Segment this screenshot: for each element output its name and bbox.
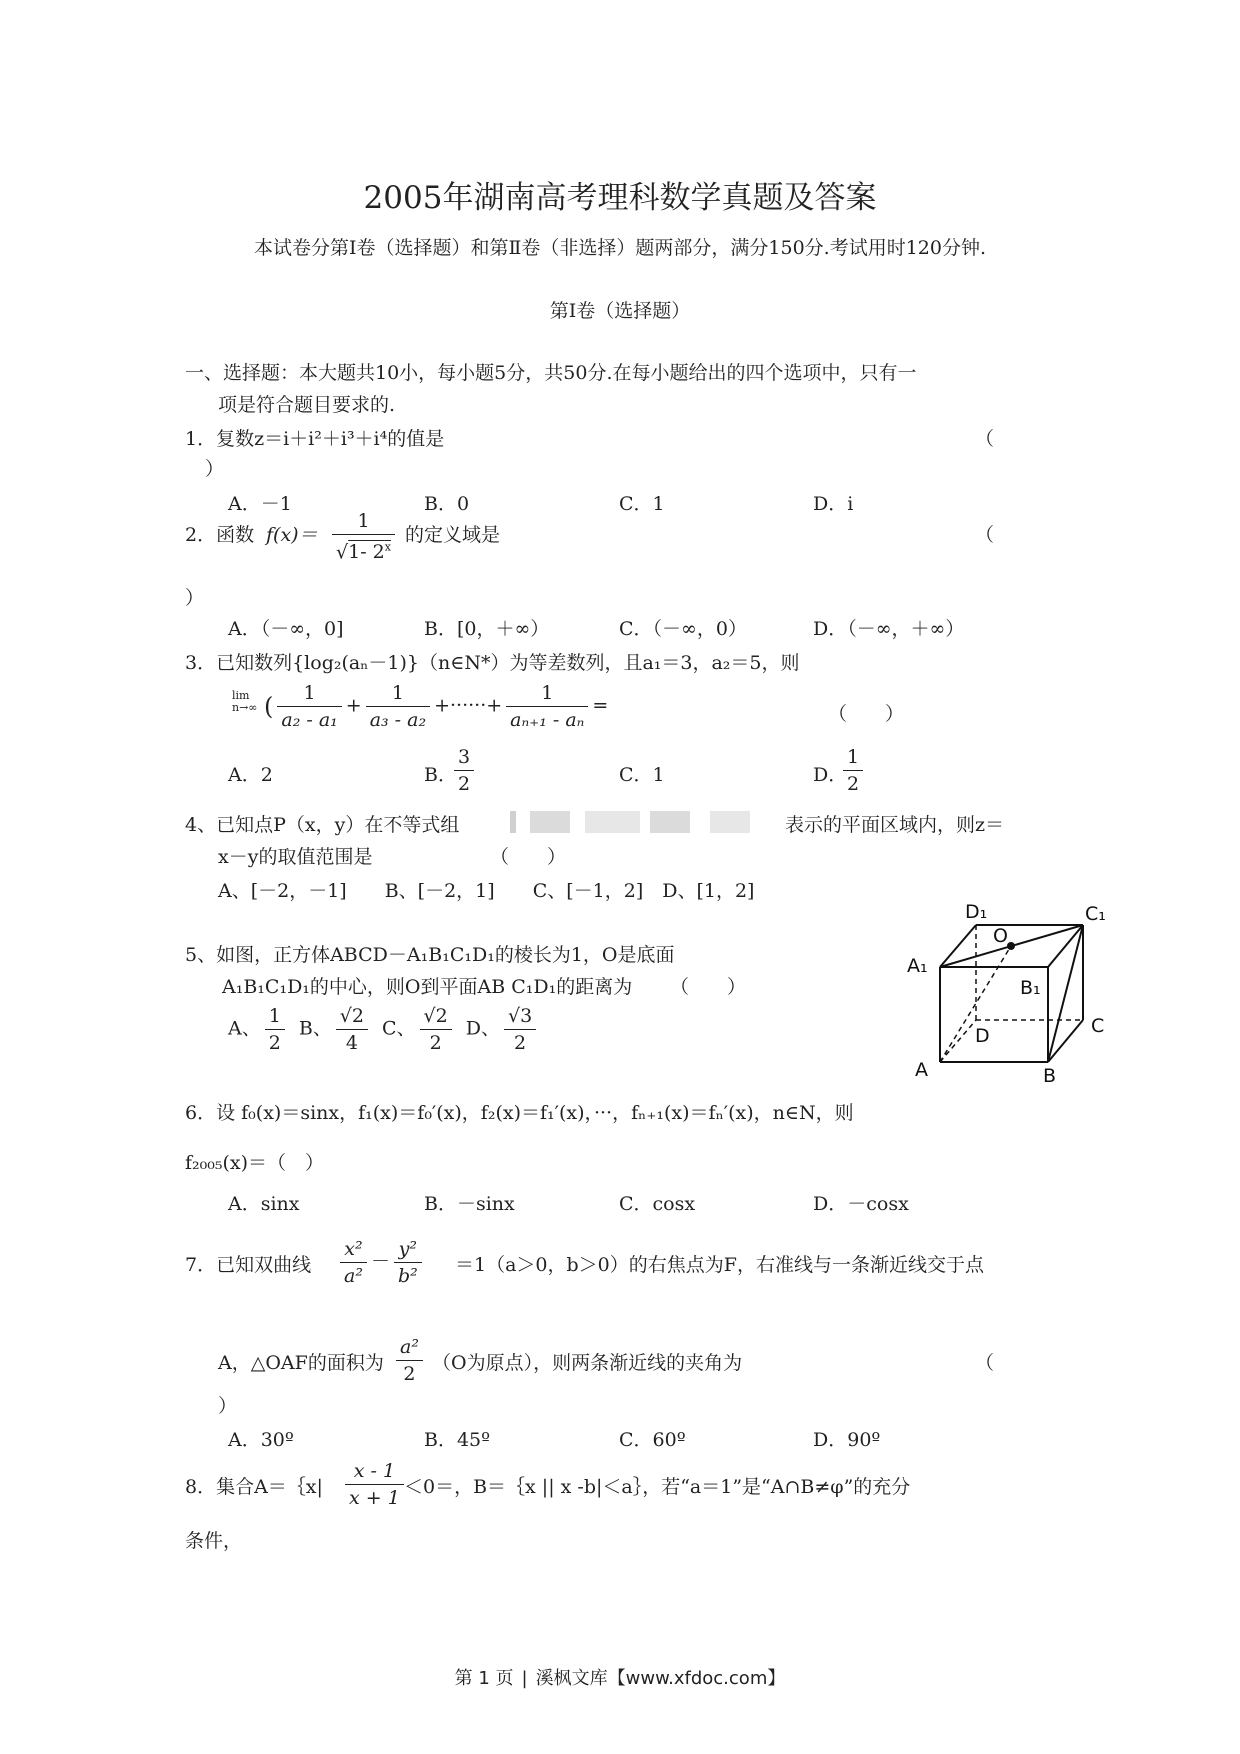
q7-x-num: x² (340, 1236, 367, 1263)
q3-limit (232, 690, 257, 714)
q1-paren-open: （ (975, 428, 995, 450)
exam-intro: 本试卷分第Ⅰ卷（选择题）和第Ⅱ卷（非选择）题两部分，满分150分.考试用时120分钟. (253, 237, 987, 259)
q7-line2-a: A，△OAF的面积为 (218, 1352, 384, 1374)
q7-x-den: a² (344, 1265, 363, 1287)
q3-t3-num: 1 (506, 680, 588, 707)
q3-sum-expression: ( $\frac{1}{\text{a₂ - a₁}}$ + $\frac{1}{\text{a₃ - a₂}}$ +······+ $\frac{1}{\text{aₙ₊₁ - aₙ}}$ = (264, 682, 609, 731)
q5-stem-b: A₁B₁C₁D₁的中心，则O到平面AB C₁D₁的距离为 (222, 976, 633, 998)
q5-b-num: √2 (336, 1003, 368, 1030)
q7-paren-close: ） (218, 1395, 238, 1417)
q3-t2-num: 1 (366, 680, 430, 707)
label-b1: B₁ (1020, 977, 1041, 999)
q2-frac-den-text: 1- 2 (348, 541, 385, 564)
q4-stem-a: 4、已知点P（x，y）在不等式组 (185, 814, 460, 836)
q1-option-d: D．i (813, 493, 854, 515)
q1-stem: 1．复数z＝i＋i²＋i³＋i⁴的值是 (185, 428, 445, 450)
part-heading: 第Ⅰ卷（选择题） (549, 300, 691, 322)
section-instruction-line1: 一、选择题：本大题共10小，每小题5分，共50分.在每小题给出的四个选项中，只有一 (185, 362, 917, 384)
q7-stem-suffix: ＝1（a＞0，b＞0）的右焦点为F，右准线与一条渐近线交于点 (455, 1254, 984, 1276)
q7-y-den: b² (397, 1265, 418, 1287)
q6-stem-b: f₂₀₀₅(x)＝（ ） (185, 1152, 325, 1174)
q5-a-num: 1 (265, 1003, 285, 1030)
q7-option-a: A．30º (228, 1429, 294, 1451)
q3-b-den: 2 (458, 773, 471, 795)
q2-option-b: B．[0，＋∞） (424, 618, 550, 640)
footer-brand-link[interactable]: 溪枫文库【www.xfdoc.com】 (535, 1668, 786, 1689)
q5-c-den: 2 (429, 1032, 442, 1054)
q7-hyperbola (336, 1236, 426, 1289)
q7-option-b: B．45º (424, 1429, 491, 1451)
q7-minus: － (370, 1250, 390, 1273)
footer-separator: | (521, 1668, 528, 1689)
q4-stem-c: x－y的取值范围是 (218, 846, 373, 868)
q3-d-num: 1 (843, 744, 863, 771)
q2-frac-num: 1 (332, 508, 395, 535)
page-title: 2005年湖南高考理科数学真题及答案 (363, 180, 877, 216)
q5-option-b-label: B、 (298, 1017, 332, 1040)
q3-option-d-frac (843, 744, 863, 797)
q2-stem-prefix: 2．函数 (185, 524, 255, 546)
q3-t1-den: a₂ - a₁ (281, 709, 338, 731)
footer-page-number: 第 1 页 (454, 1668, 514, 1689)
q3-option-b: B． (424, 764, 457, 786)
q7-area-frac (396, 1334, 423, 1387)
q7-option-d: D．90º (813, 1429, 881, 1451)
q2-paren-open: （ (975, 524, 995, 546)
q4-stem-b: 表示的平面区域内，则z＝ (785, 814, 1005, 836)
q5-d-den: 2 (514, 1032, 527, 1054)
q3-t2-den: a₃ - a₂ (369, 709, 427, 731)
q3-option-a: A．2 (228, 764, 273, 786)
q4-parens: （ ） (490, 846, 567, 868)
label-b: B (1043, 1065, 1057, 1087)
q5-option-a-label: A、 (228, 1017, 261, 1040)
q3-d-den: 2 (847, 773, 860, 795)
q8-fraction (345, 1458, 404, 1511)
q3-stem: 3．已知数列{log₂(aₙ－1)}（n∈N*）为等差数列，且a₁＝3，a₂＝5，则 (185, 652, 800, 674)
q8-frac-den: x + 1 (349, 1487, 400, 1509)
q4-options: A、[－2，－1] B、[－2，1] C、[－1，2] D、[1，2] (218, 880, 755, 902)
q2-stem-suffix: 的定义域是 (405, 524, 501, 546)
q3-option-b-frac (454, 744, 474, 797)
q2-option-c: C．（－∞，0） (619, 618, 747, 640)
q3-parens: （ ） (828, 703, 905, 725)
label-o: O (993, 925, 1008, 947)
q8-stem-b: ＜0＝，B＝｛x || x -b|＜a｝，若“a＝1”是“A∩B≠φ”的充分 (404, 1476, 911, 1498)
q3-option-c: C．1 (619, 764, 665, 786)
q2-frac-den: √1- 2$^x$ (336, 541, 391, 564)
q5-option-c-label: C、 (382, 1017, 416, 1040)
q7-area-den: 2 (403, 1363, 416, 1385)
q3-plus: + (345, 694, 362, 717)
q3-eq: = (592, 694, 609, 717)
label-d: D (975, 1025, 990, 1047)
q5-option-d-label: D、 (465, 1017, 500, 1040)
q7-line2-b: （O为原点），则两条渐近线的夹角为 (432, 1352, 743, 1374)
q3-option-d: D． (813, 764, 848, 786)
q5-parens: （ ） (670, 976, 747, 998)
q7-paren-open: （ (975, 1352, 995, 1374)
q2-fraction (332, 508, 395, 565)
q4-inequality-image (510, 811, 750, 833)
q8-frac-num: x - 1 (345, 1458, 404, 1485)
q2-func: f(x)＝ (266, 524, 318, 546)
label-c1: C₁ (1085, 903, 1106, 925)
section-instruction-line2: 项是符合题目要求的. (218, 394, 396, 416)
q5-a-den: 2 (268, 1032, 281, 1054)
q2-option-d: D．（－∞，＋∞） (813, 618, 965, 640)
q5-c-num: √2 (420, 1003, 452, 1030)
q6-option-a: A．sinx (228, 1193, 300, 1215)
q3-lim-text: lim (232, 689, 250, 702)
cube-figure (895, 890, 1115, 1090)
q6-option-b: B．－sinx (424, 1193, 515, 1215)
page-footer (0, 1664, 1240, 1690)
label-d1: D₁ (965, 901, 988, 923)
q1-option-a: A．－1 (228, 493, 292, 515)
q5-d-num: √3 (504, 1003, 536, 1030)
q6-option-c: C．cosx (619, 1193, 696, 1215)
q2-paren-close: ） (185, 587, 205, 609)
q7-area-num: a² (396, 1334, 423, 1361)
q8-stem-a: 8．集合A＝｛x| (185, 1476, 323, 1498)
q5-stem-a: 5、如图，正方体ABCD－A₁B₁C₁D₁的棱长为1，O是底面 (185, 944, 675, 966)
q1-option-b: B．0 (424, 493, 470, 515)
q7-y-num: y² (394, 1236, 422, 1263)
q8-stem-c: 条件， (185, 1530, 243, 1552)
label-a1: A₁ (907, 955, 928, 977)
q2-frac-den-exp: x (384, 541, 391, 554)
q3-dots: +······+ (434, 694, 503, 717)
q5-options (228, 1003, 540, 1056)
q5-b-den: 4 (345, 1032, 358, 1054)
q2-option-a: A．（－∞，0] (228, 618, 344, 640)
q3-t1-num: 1 (277, 680, 341, 707)
q6-option-d: D．－cosx (813, 1193, 909, 1215)
q7-option-c: C．60º (619, 1429, 686, 1451)
q3-t3-den: aₙ₊₁ - aₙ (510, 709, 585, 731)
q6-stem-a: 6．设 f₀(x)＝sinx，f₁(x)＝f₀′(x)，f₂(x)＝f₁′(x)，···，fₙ₊₁(x)＝fₙ′(x)，n∈N，则 (185, 1102, 854, 1124)
q3-lim-sub: n→∞ (232, 701, 258, 714)
q1-option-c: C．1 (619, 493, 665, 515)
label-a: A (915, 1059, 928, 1081)
q7-stem-prefix: 7．已知双曲线 (185, 1254, 312, 1276)
q3-b-num: 3 (454, 744, 474, 771)
label-c: C (1091, 1015, 1105, 1037)
q1-paren-close: ） (205, 458, 225, 480)
